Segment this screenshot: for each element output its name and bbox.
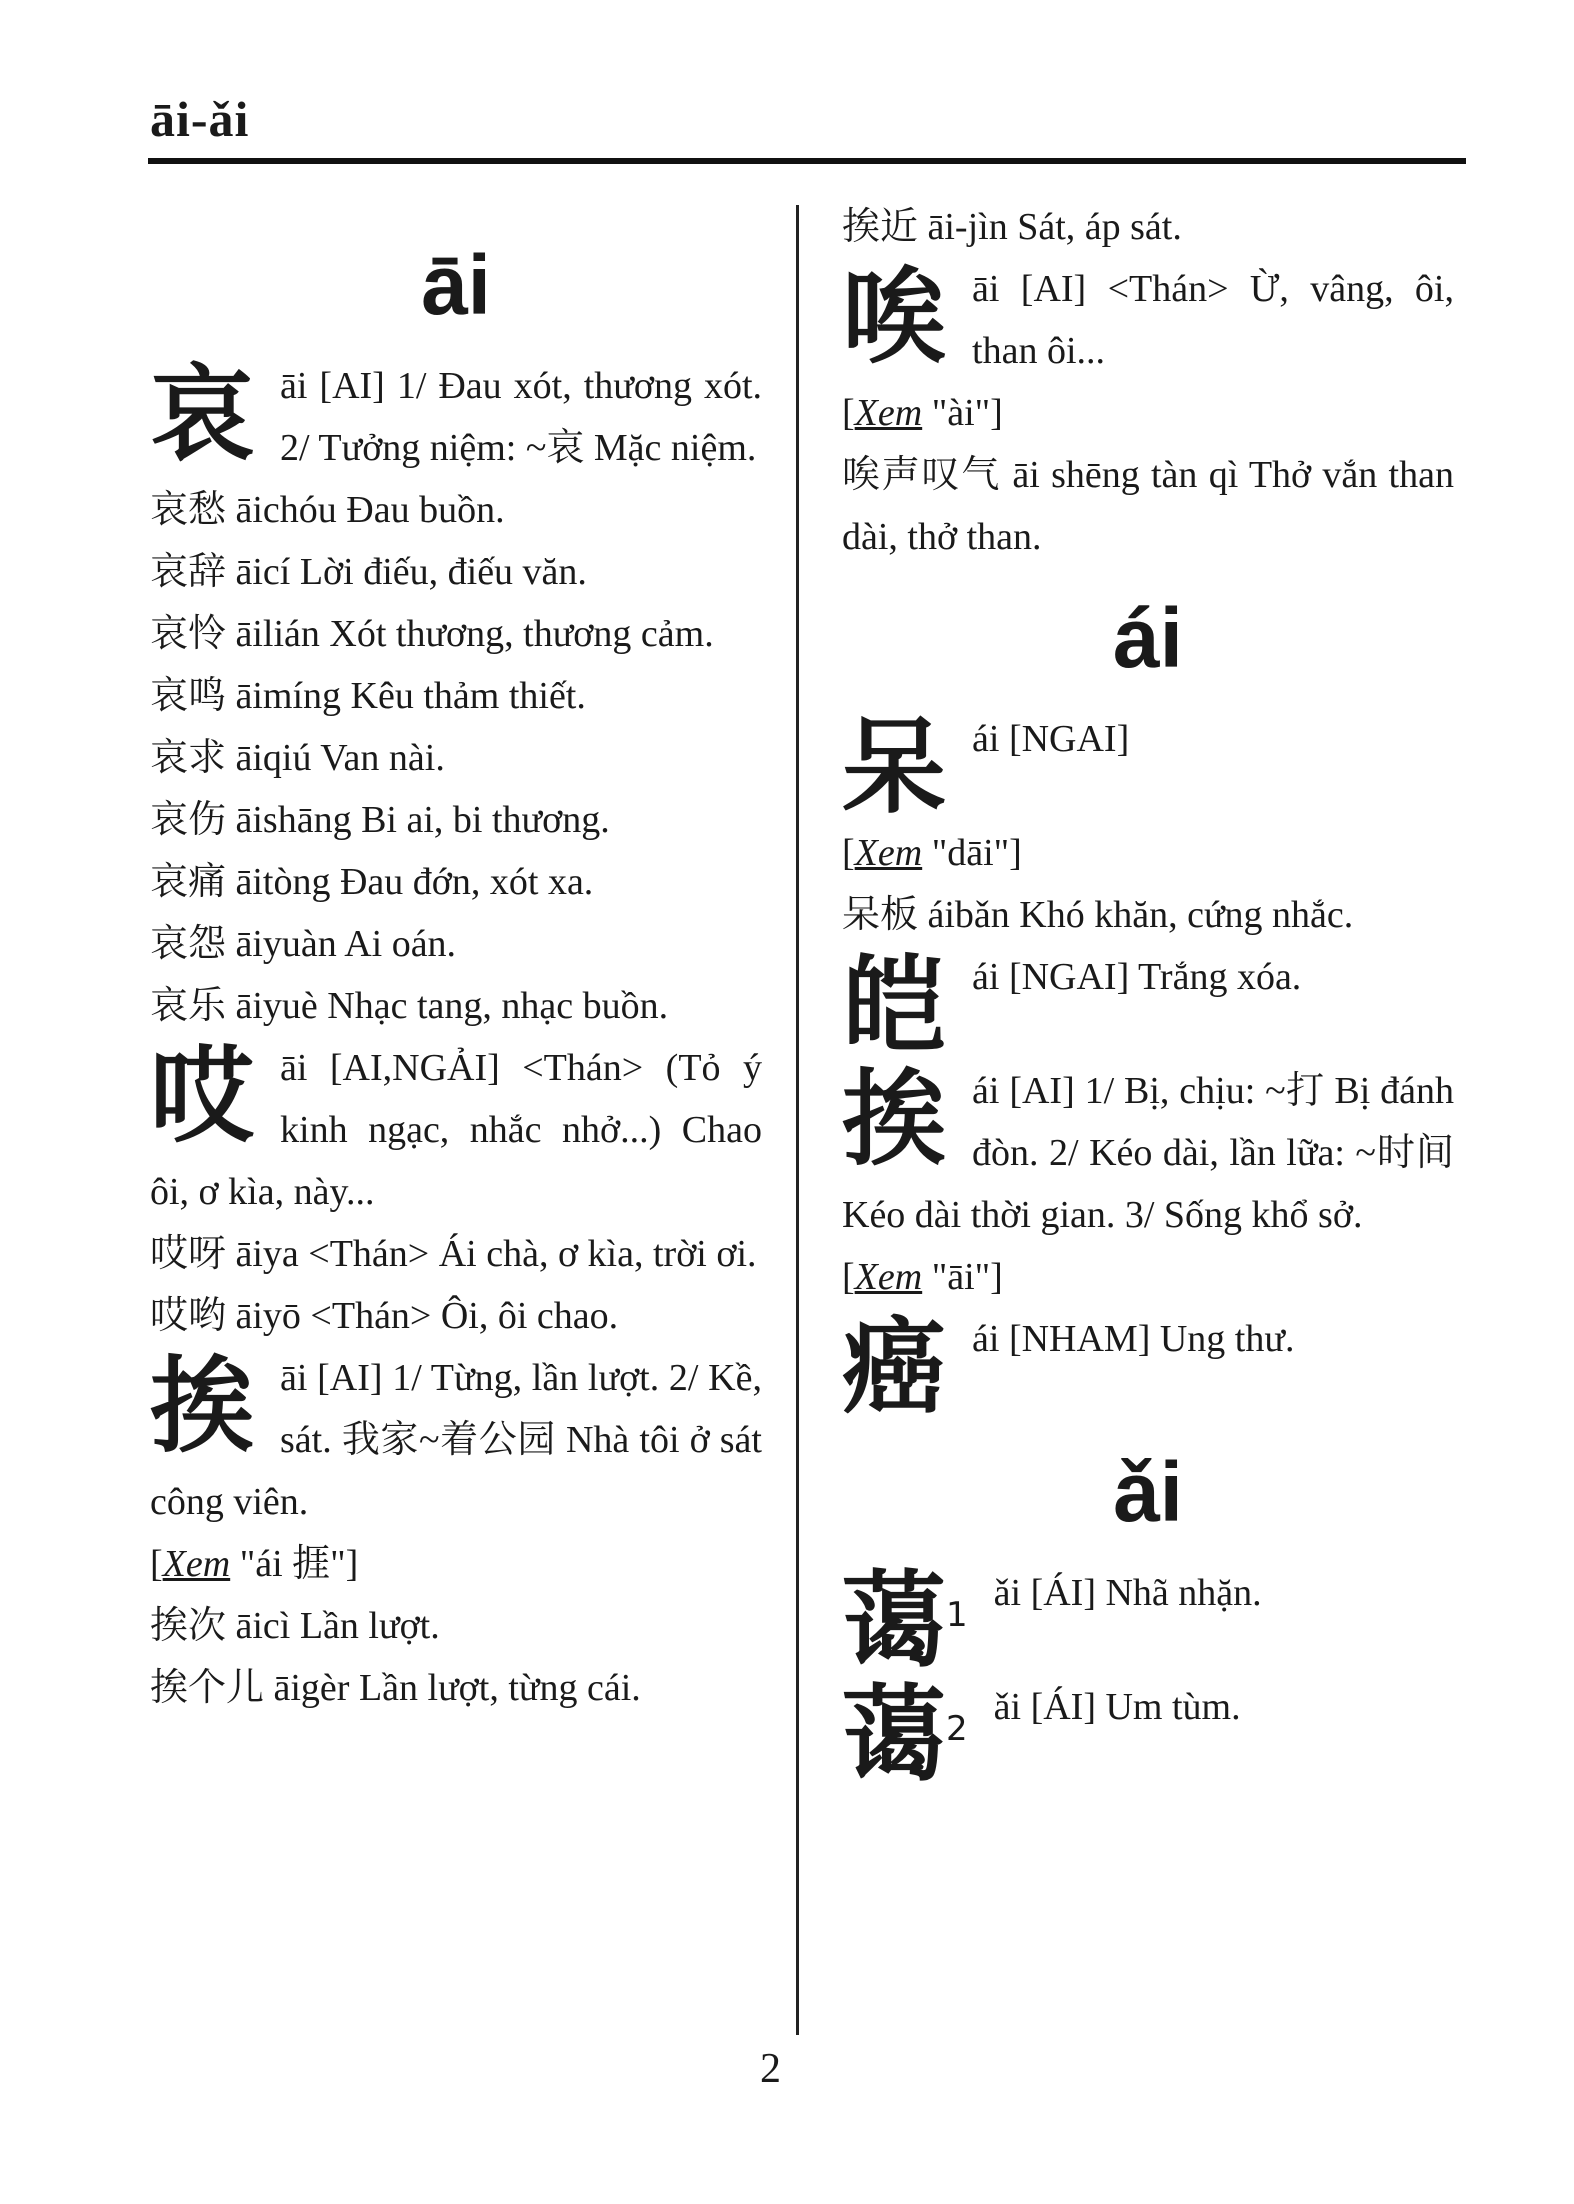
cross-reference: [Xem "dāi"]: [842, 832, 1022, 874]
entry-text: ái [NHAM] Ung thư.: [972, 1318, 1295, 1360]
section-heading-ai3: ǎi: [1112, 1445, 1184, 1539]
entry-text: ái [NGAI] Trắng xóa.: [972, 956, 1302, 998]
entry-ai-dull: [842, 706, 1454, 828]
header-rule: [148, 158, 1466, 164]
sub-entry: 挨次 āicì Lần lượt.: [150, 1605, 440, 1647]
headword: 呆: [842, 706, 947, 828]
entry-ai-grief: [150, 355, 762, 479]
column-divider: [796, 205, 799, 2035]
headword: 癌: [842, 1306, 947, 1428]
xem-label: Xem: [854, 832, 923, 874]
entry-text: ái [NGAI]: [972, 718, 1130, 760]
sub-entry: 哀怨 āiyuàn Ai oán.: [150, 923, 457, 965]
entry-ai-amiable: [842, 1560, 1454, 1682]
headword: 唉: [842, 256, 947, 378]
entry-ai-cancer: [842, 1306, 1454, 1428]
homograph-index: 1: [946, 1595, 968, 1635]
headword: 皑: [842, 944, 947, 1066]
section-heading-ai1: āi: [420, 238, 492, 332]
xem-label: Xem: [854, 1256, 923, 1298]
sub-entry: 哀愁 āichóu Đau buồn.: [150, 489, 505, 531]
sub-entry: 哎哟 āiyō <Thán> Ôi, ôi chao.: [150, 1295, 619, 1337]
cross-reference: [Xem "ài"]: [842, 392, 1003, 434]
entry-text: āi [AI] 1/ Đau xót, thương xót. 2/ Tưởng niệm: ~哀 Mặc niệm.: [280, 365, 762, 469]
entry-ai-suffer: [842, 1060, 1454, 1246]
entry-text: āi [AI] 1/ Từng, lần lượt. 2/ Kề, sát. 我家~着公园 Nhà tôi ở sát công viên.: [150, 1357, 762, 1523]
sub-entry: 哀求 āiqiú Van nài.: [150, 737, 445, 779]
headword: 蔼$^1$: [842, 1560, 968, 1682]
sub-entry: 唉声叹气 āi shēng tàn qì Thở vắn than dài, thở than.: [842, 454, 1454, 558]
sub-entry: 哀痛 āitòng Đau đớn, xót xa.: [150, 861, 594, 903]
headword: 挨: [842, 1058, 947, 1180]
entry-text: ái [AI] 1/ Bị, chịu: ~打 Bị đánh đòn. 2/ Kéo dài, lần lữa: ~时间 Kéo dài thời gian. 3/ Sống khổ sở.: [842, 1070, 1454, 1236]
entry-ai-next: [150, 1347, 762, 1533]
entry-text: āi [AI] <Thán> Ừ, vâng, ôi, than ôi...: [972, 268, 1454, 372]
entry-text: āi [AI,NGẢI] <Thán> (Tỏ ý kinh ngạc, nhắc nhở...) Chao ôi, ơ kìa, này...: [150, 1047, 762, 1213]
sub-entry: 哎呀 āiya <Thán> Ái chà, ơ kìa, trời ơi.: [150, 1233, 757, 1275]
headword: 哎: [150, 1035, 255, 1157]
sub-entry: 挨近 āi-jìn Sát, áp sát.: [842, 206, 1182, 248]
entry-ai-lush: [842, 1674, 1454, 1796]
entry-text: ǎi [ÁI] Um tùm.: [993, 1686, 1241, 1728]
entry-ai-exclaim: [150, 1037, 762, 1223]
section-heading-ai2: ái: [1112, 591, 1184, 685]
entry-text: ǎi [ÁI] Nhã nhặn.: [993, 1572, 1262, 1614]
sub-entry: 哀乐 āiyuè Nhạc tang, nhạc buồn.: [150, 985, 669, 1027]
headword: 挨: [150, 1345, 255, 1467]
page-number: 2: [760, 2046, 781, 2092]
cross-reference: [Xem "ái 捱"]: [150, 1543, 359, 1585]
page-header: āi-ǎi: [150, 91, 250, 147]
entry-ai-white: [842, 944, 1454, 1066]
cross-reference: [Xem "āi"]: [842, 1256, 1003, 1298]
sub-entry: 呆板 áibǎn Khó khăn, cứng nhắc.: [842, 894, 1354, 936]
homograph-index: 2: [946, 1709, 968, 1749]
sub-entry: 哀辞 āicí Lời điếu, điếu văn.: [150, 551, 587, 593]
sub-entry: 哀伤 āishāng Bi ai, bi thương.: [150, 799, 610, 841]
xem-label: Xem: [162, 1543, 231, 1585]
left-column: [150, 215, 762, 1719]
right-column: [842, 196, 1454, 1796]
entry-ai-sigh: [842, 258, 1454, 382]
headword: 蔼$^2$: [842, 1674, 968, 1796]
sub-entry: 哀鸣 āimíng Kêu thảm thiết.: [150, 675, 586, 717]
sub-entry: 哀怜 āilián Xót thương, thương cảm.: [150, 613, 714, 655]
headword: 哀: [150, 353, 255, 475]
sub-entry: 挨个儿 āigèr Lần lượt, từng cái.: [150, 1667, 641, 1709]
xem-label: Xem: [854, 392, 923, 434]
